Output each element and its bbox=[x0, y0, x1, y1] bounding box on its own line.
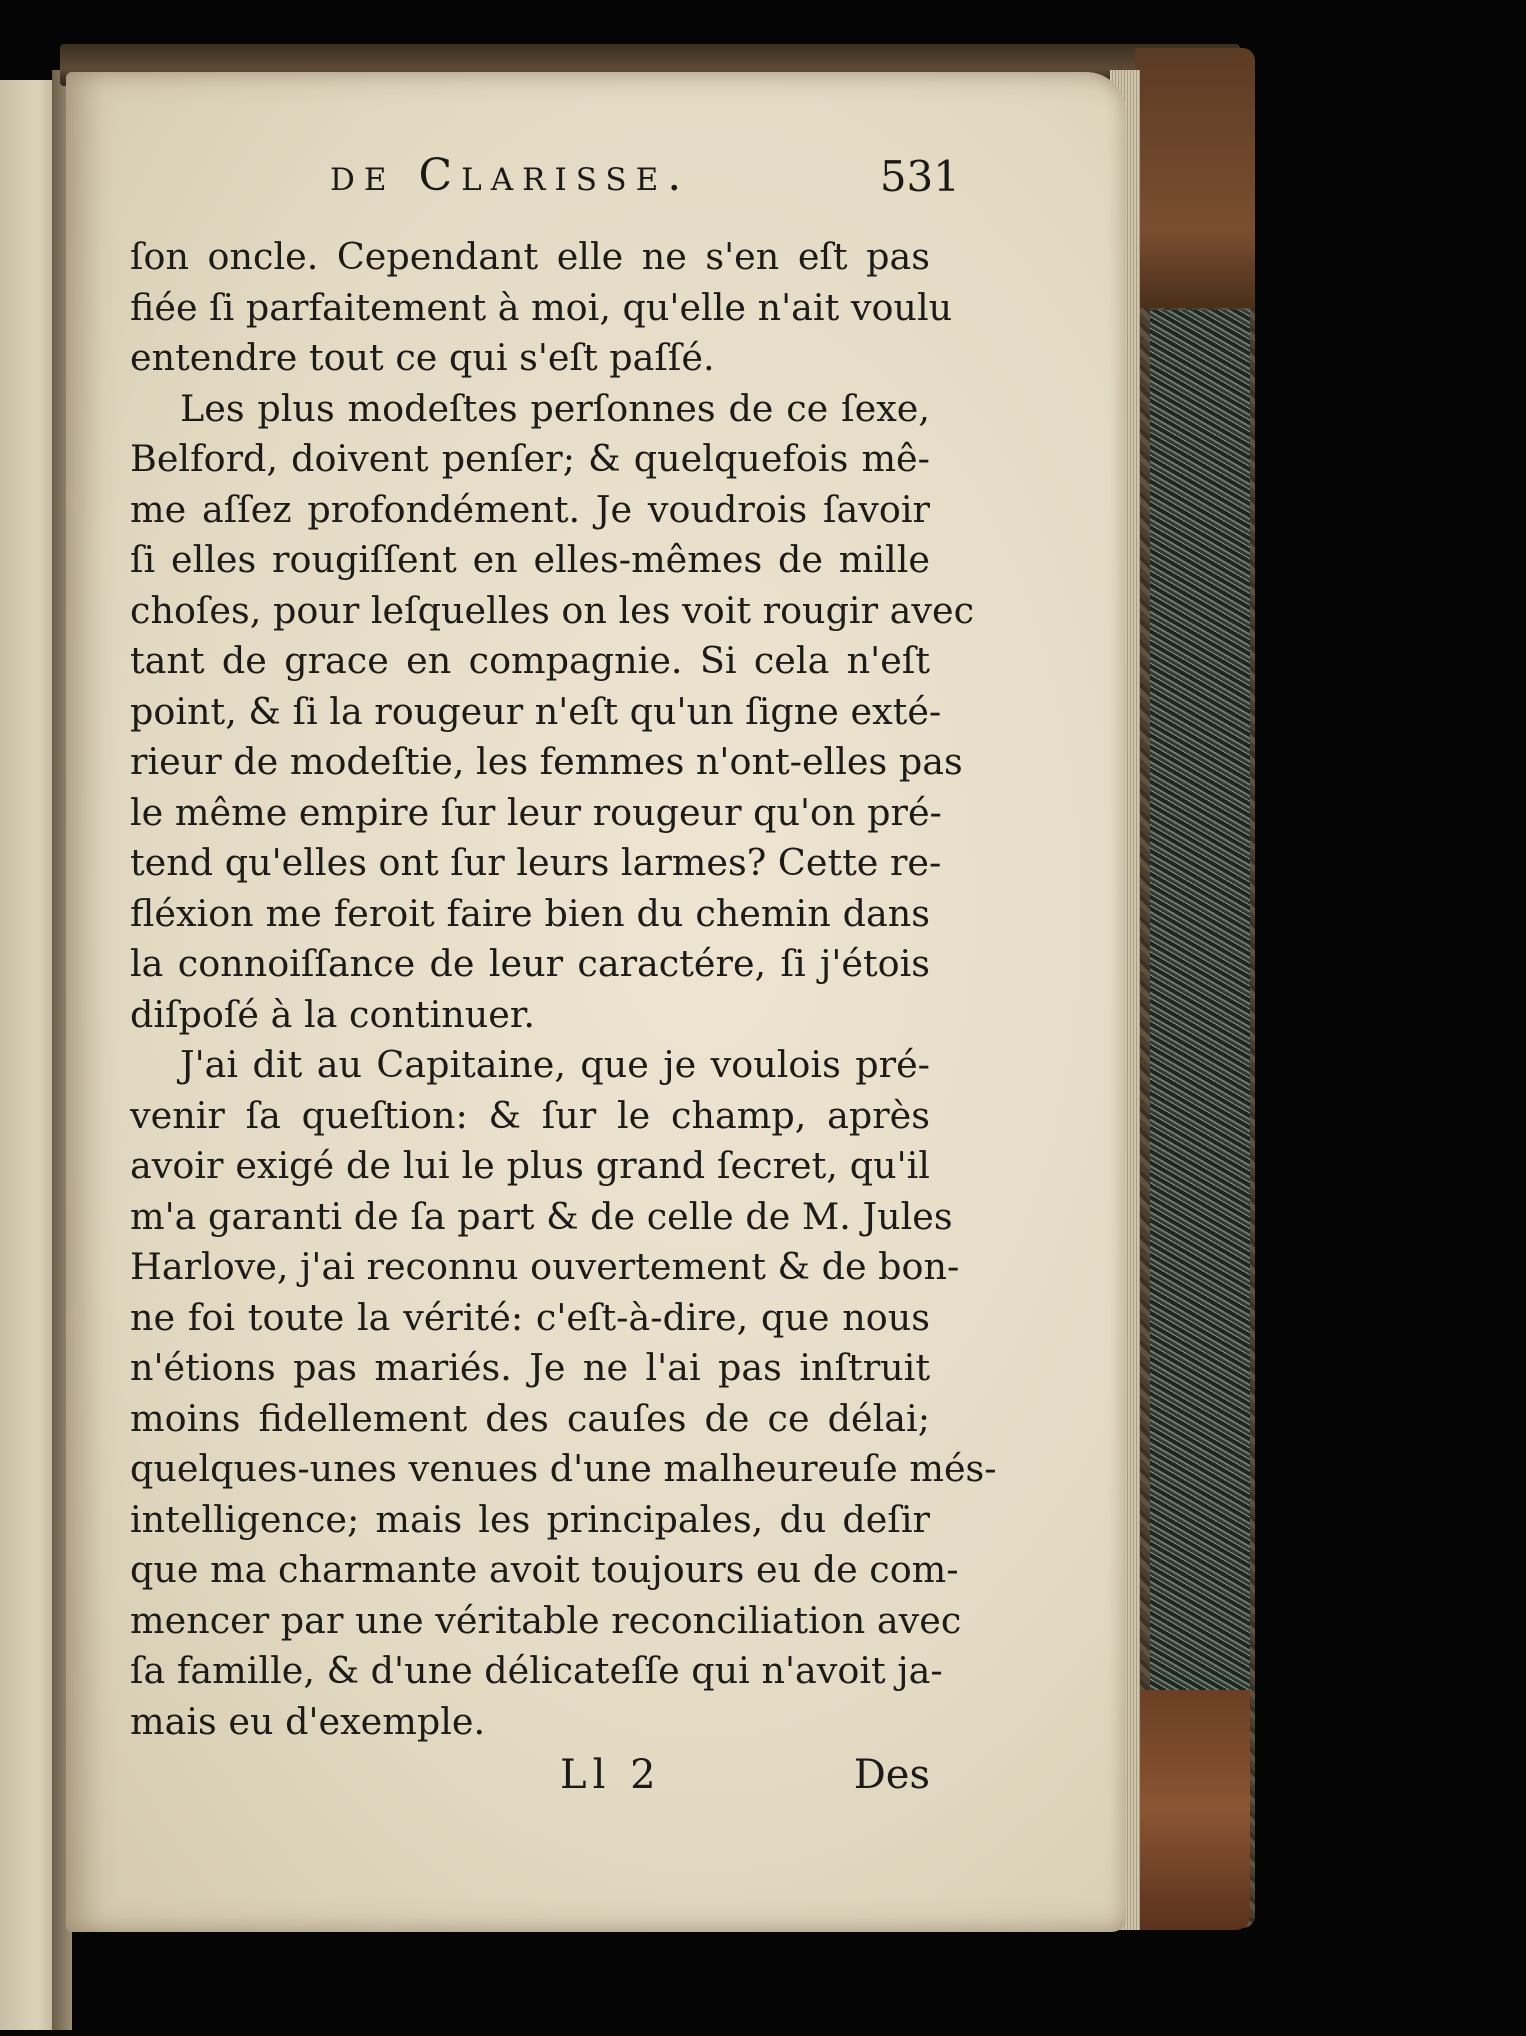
text-line: venir ſa queſtion: & ſur le champ, après bbox=[130, 1093, 930, 1137]
catchword: Des bbox=[853, 1752, 930, 1798]
text-line: me aſſez profondément. Je voudrois ſavoir bbox=[130, 487, 930, 531]
text-line: fléxion me feroit faire bien du chemin dans bbox=[130, 891, 930, 935]
text-line: point, & ſi la rougeur n'eſt qu'un ſigne exté- bbox=[130, 689, 942, 733]
text-line: m'a garanti de ſa part & de celle de M. Jules bbox=[130, 1194, 953, 1238]
text-line: Belford, doivent penſer; & quelquefois mê- bbox=[130, 437, 930, 480]
running-title: de Clarisse. bbox=[330, 150, 691, 201]
page-number: 531 bbox=[879, 152, 960, 201]
text-line: diſpoſé à la continuer. bbox=[130, 992, 535, 1036]
text-line: ne foi toute la vérité: c'eſt-à-dire, que nous bbox=[130, 1295, 930, 1339]
signature-mark: Ll 2 bbox=[560, 1752, 662, 1798]
cover-marbled-board bbox=[1150, 310, 1250, 1690]
text-line: que ma charmante avoit toujours eu de com- bbox=[130, 1548, 959, 1591]
text-line: mais eu d'exemple. bbox=[130, 1699, 486, 1743]
text-line: choſes, pour leſquelles on les voit rougir avec bbox=[130, 588, 975, 632]
text-line: entendre tout ce qui s'eſt paſſé. bbox=[130, 336, 715, 379]
page-footer bbox=[560, 1752, 930, 1808]
text-line: Les plus modeſtes perſonnes de ce ſexe, bbox=[180, 386, 930, 430]
text-line: fiée ſi parfaitement à moi, qu'elle n'ait voulu bbox=[130, 285, 953, 329]
cover-leather-corner-bottom bbox=[1140, 1690, 1250, 1930]
text-line: n'étions pas mariés. Je ne l'ai pas inſtruit bbox=[130, 1346, 930, 1389]
text-line: J'ai dit au Capitaine, que je voulois pré- bbox=[180, 1043, 930, 1086]
text-line: avoir exigé de lui le plus grand ſecret, qu'il bbox=[130, 1144, 930, 1187]
cover-leather-corner-top bbox=[1135, 48, 1255, 308]
text-line: ſi elles rougiſſent en elles-mêmes de mille bbox=[130, 538, 930, 581]
text-line: rieur de modeſtie, les femmes n'ont-elles pas bbox=[130, 740, 963, 783]
page-header bbox=[330, 150, 960, 210]
body-text bbox=[130, 232, 997, 1747]
text-line: Harlove, j'ai reconnu ouvertement & de bon- bbox=[130, 1245, 960, 1288]
text-line: le même empire ſur leur rougeur qu'on pré- bbox=[130, 790, 942, 834]
text-line: quelques-unes venues d'une malheureuſe més- bbox=[130, 1447, 997, 1490]
text-line: intelligence; mais les principales, du deſir bbox=[130, 1497, 930, 1541]
text-line: tant de grace en compagnie. Si cela n'eſt bbox=[130, 639, 930, 682]
text-line: mencer par une véritable reconciliation avec bbox=[130, 1598, 962, 1642]
text-line: ſon oncle. Cependant elle ne s'en eſt pas bbox=[130, 235, 930, 278]
text-line: moins fidellement des cauſes de ce délai; bbox=[130, 1396, 930, 1440]
text-line: la connoiſſance de leur caractére, ſi j'étois bbox=[130, 942, 930, 985]
text-line: tend qu'elles ont ſur leurs larmes? Cette re- bbox=[130, 841, 942, 884]
text-line: ſa famille, & d'une délicateſſe qui n'avoit ja- bbox=[130, 1649, 943, 1692]
